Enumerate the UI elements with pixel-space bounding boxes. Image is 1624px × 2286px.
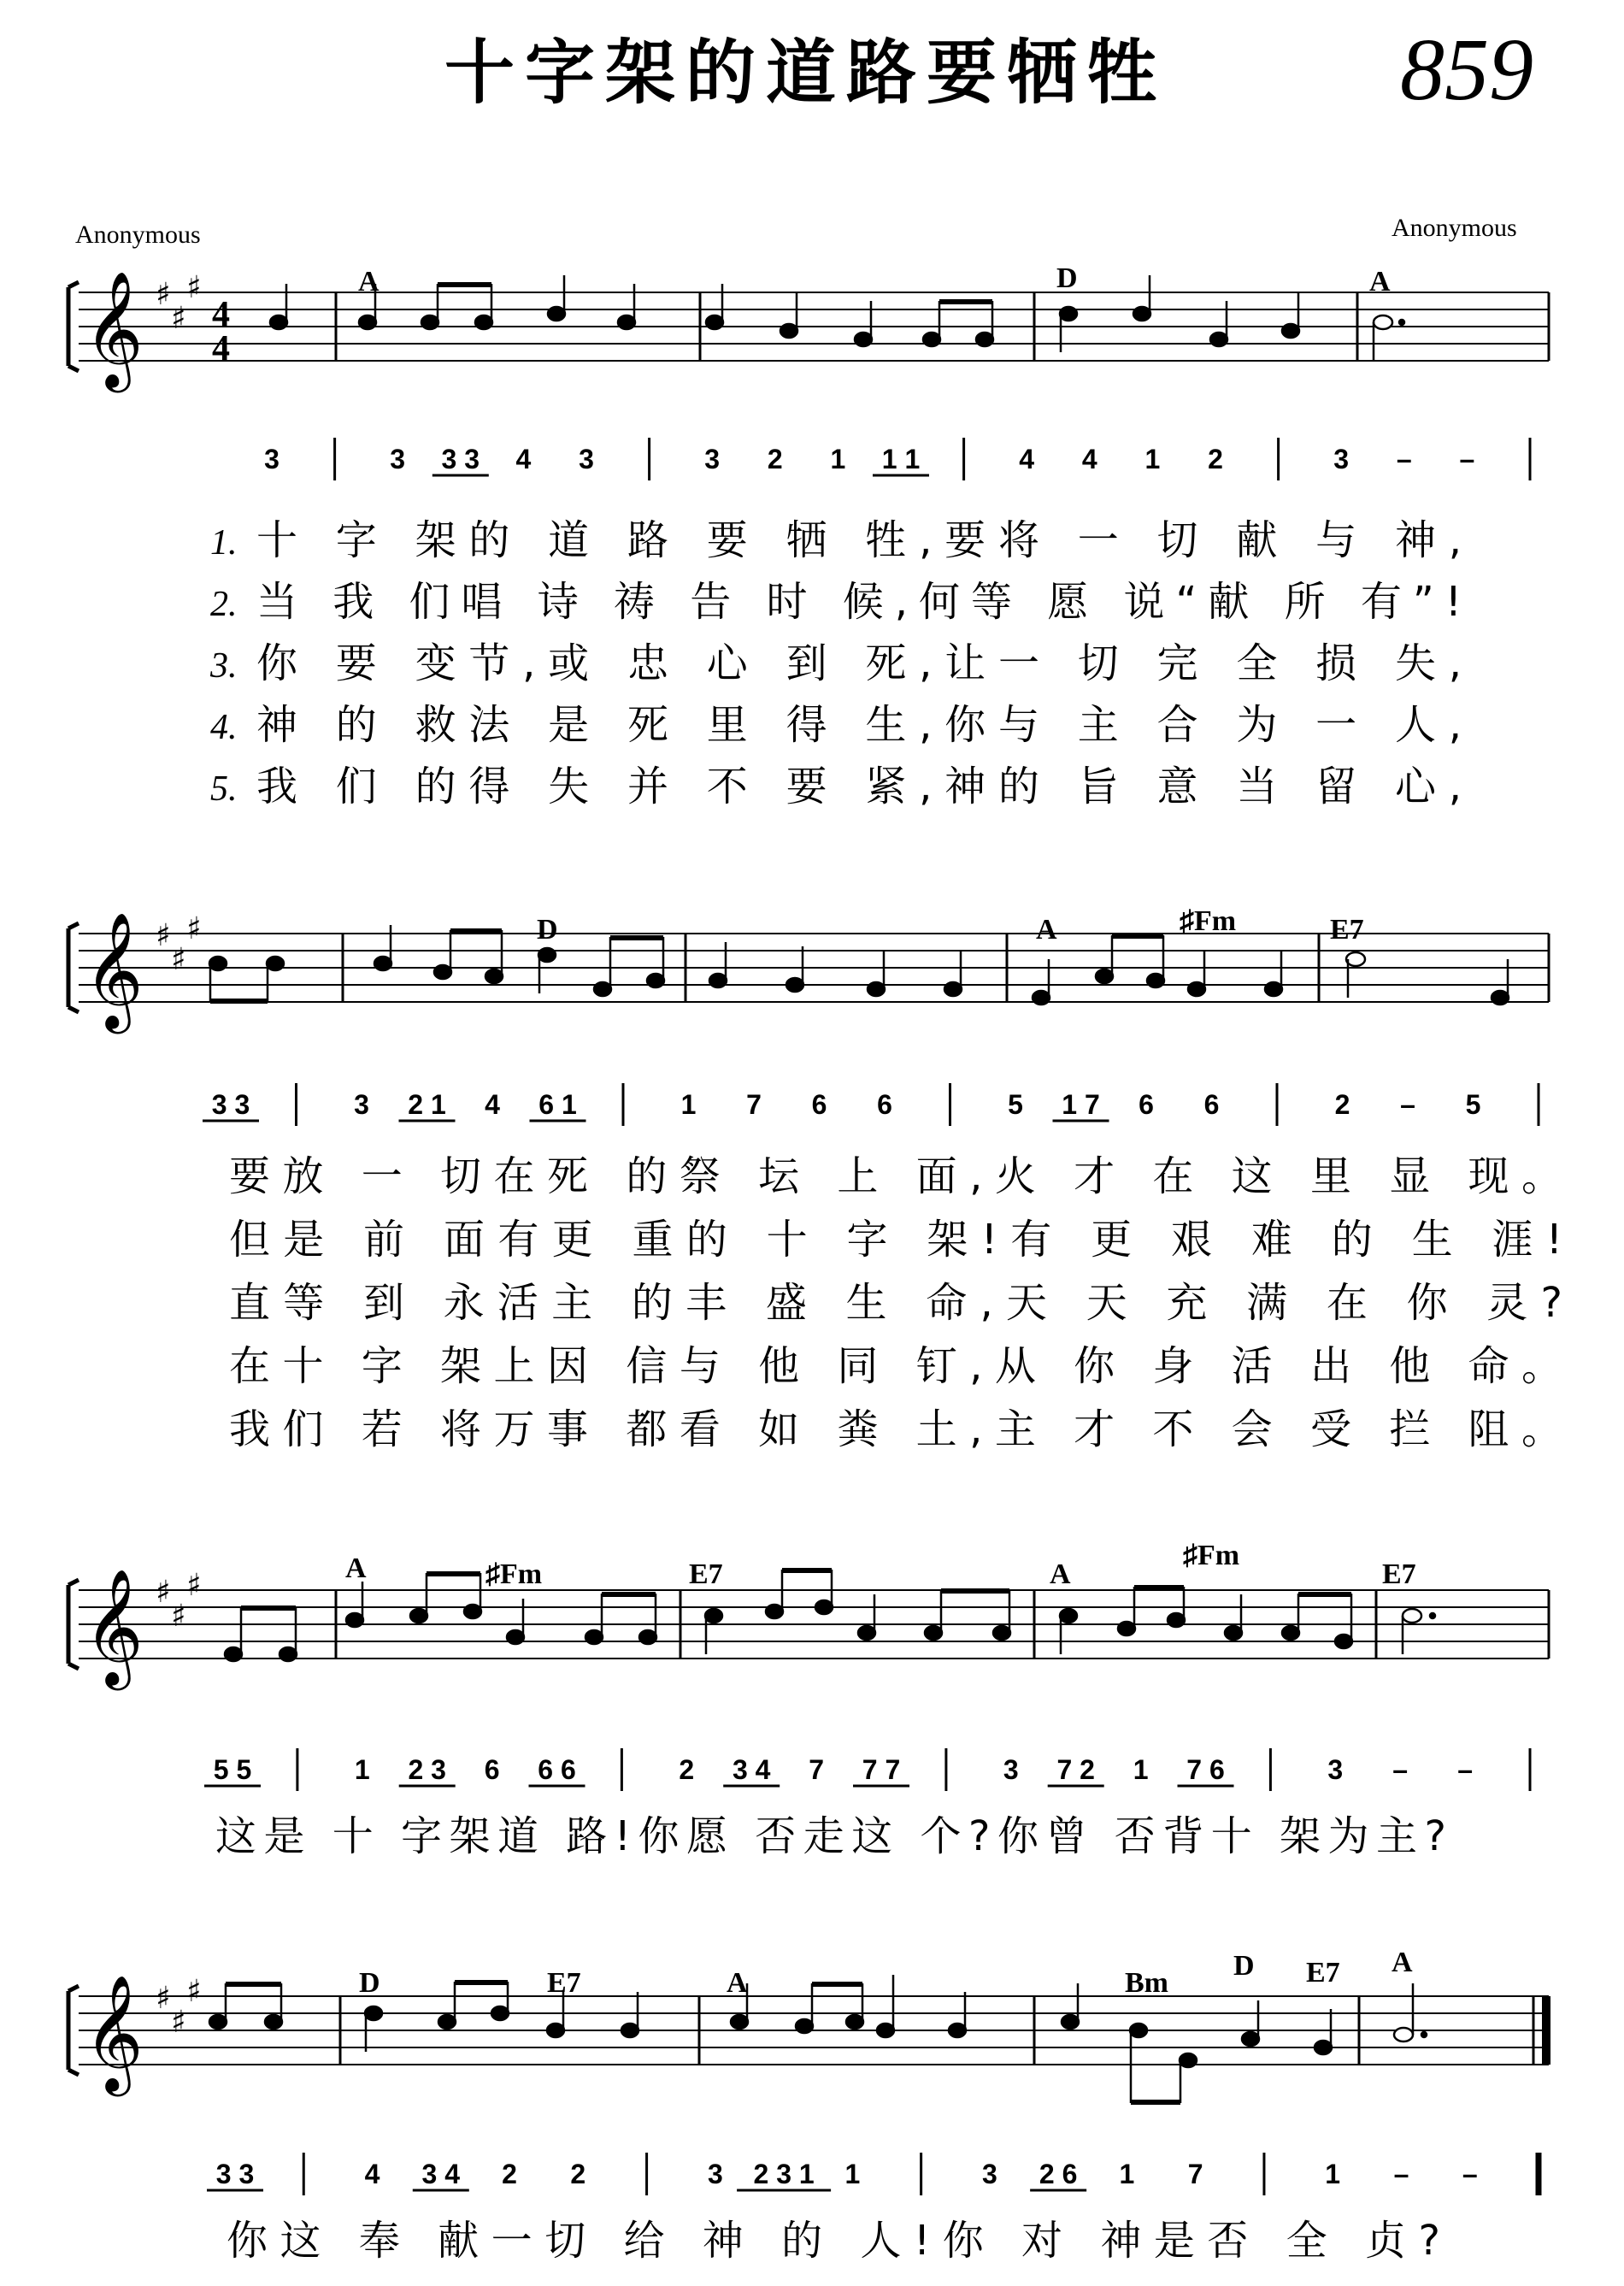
lyric-line: 这是 十 字架道 路!你愿 否走这 个?你曾 否背十 架为主? [215,1812,1447,1860]
chord-label: A [1036,914,1057,946]
lyric-line: 直等 到 永活主 的丰 盛 生 命,天 天 充 满 在 你 灵? [229,1279,1562,1327]
numbered-note: 4 [515,444,532,474]
svg-text:♯: ♯ [156,277,171,312]
numbered-note: 3 3 [441,444,480,474]
numbered-note: 3 [1327,1754,1344,1785]
numbered-note: 2 [679,1754,695,1785]
numbered-note: 6 6 [538,1754,576,1785]
numbered-note: 3 [390,444,406,474]
numbered-notation-4 [207,2153,1539,2195]
numbered-note: 2 [1334,1089,1350,1120]
svg-text:♯: ♯ [186,270,202,305]
chord-symbols [345,1540,1416,1590]
numbered-note: 7 [1187,2159,1203,2189]
treble-clef-icon: 𝄞 [84,1973,144,2091]
numbered-note: 2 [570,2159,586,2189]
system-bracket [68,923,79,1012]
chord-label: D [1233,1950,1255,1982]
numbered-note: 1 [354,1754,370,1785]
svg-text:♯: ♯ [171,1599,186,1634]
lyrics-system-4 [227,2217,1440,2265]
numbered-note: 6 [1139,1089,1154,1120]
lyric-line: 你这 奉 献一切 给 神 的 人!你 对 神是否 全 贞? [227,2217,1440,2265]
numbered-note: 2 6 [1039,2159,1078,2189]
chord-label: E7 [689,1558,723,1590]
numbered-note: 6 [811,1089,827,1120]
lyric-line: 在十 字 架上因 信与 他 同 钉,从 你 身 活 出 他 命。 [229,1342,1563,1390]
lyric-line: 我 们 的得 失 并 不 要 紧,神的 旨 意 当 留 心, [256,763,1462,810]
numbered-note: 6 1 [538,1089,577,1120]
svg-text:♯: ♯ [156,918,171,953]
numbered-note: 3 [1333,444,1350,474]
staff-lines [79,292,1549,361]
staff-system-2 [68,905,1549,1034]
numbered-note: – [1457,1754,1473,1785]
lyricist-credit: Anonymous [75,221,201,249]
staff-lines [79,1590,1549,1659]
chord-label: E7 [1306,1957,1340,1988]
chord-label: A [358,266,380,298]
numbered-note: 1 [1133,1754,1149,1785]
numbered-note: 2 [502,2159,517,2189]
chord-label: D [359,1967,380,1999]
numbered-note: 2 3 [408,1754,446,1785]
svg-text:♯: ♯ [186,1974,202,2009]
numbered-note: 3 3 [215,2159,255,2189]
numbered-note: 1 [1119,2159,1135,2189]
numbered-note: 1 [830,444,846,474]
numbered-note: 4 [485,1089,500,1120]
chord-label: D [537,914,558,946]
svg-text:4: 4 [212,295,230,334]
lyric-line: 神 的 救法 是 死 里 得 生,你与 主 合 为 一 人, [256,701,1462,749]
lyrics-system-1 [209,516,1462,810]
svg-text:♯: ♯ [156,1981,171,2016]
notes [225,1570,1435,1661]
numbered-note: 7 6 [1186,1754,1225,1785]
numbered-note: 3 [1003,1754,1019,1785]
chord-label: A [1369,266,1391,298]
system-bracket [68,1986,79,2075]
svg-text:♯: ♯ [186,1568,202,1603]
numbered-note: 2 1 [408,1089,446,1120]
numbered-note: – [1393,2159,1409,2189]
staff-system-3 [68,1540,1549,1690]
system-bracket [68,282,79,371]
numbered-note: 3 4 [421,2159,461,2189]
lyric-line: 十 字 架的 道 路 要 牺 牲,要将 一 切 献 与 神, [256,516,1462,564]
numbered-note: 6 [1203,1089,1220,1120]
numbered-note: 3 3 [211,1089,250,1120]
chord-label: A [727,1967,748,1999]
staff-lines [79,1996,1549,2065]
numbered-note: 3 [707,2159,723,2189]
chord-label: E7 [1382,1558,1416,1590]
notes [209,925,1509,1005]
numbered-note: 7 2 [1056,1754,1095,1785]
numbered-note: – [1459,444,1475,474]
numbered-note: – [1396,444,1412,474]
numbered-note: 1 7 [1062,1089,1100,1120]
verse-number: 3. [210,646,238,686]
numbered-note: 2 [1208,444,1223,474]
numbered-note: – [1392,1754,1409,1785]
numbered-note: 1 1 [881,444,921,474]
numbered-note: 6 [877,1089,892,1120]
svg-text:♯: ♯ [171,301,186,336]
notes [270,275,1404,361]
numbered-note: 3 4 [732,1754,771,1785]
chord-label: E7 [547,1967,581,1999]
chord-label: D [1056,262,1078,294]
numbered-note: 5 [1465,1089,1481,1120]
notes [209,1975,1427,2103]
hymn-title: 十字架的道路要牺牲 [444,32,1168,114]
numbered-notation-1 [264,438,1530,480]
verse-number: 4. [210,708,238,747]
numbered-notation-3 [204,1748,1530,1791]
composer-credit: Anonymous [1392,214,1517,242]
chord-label: ♯Fm [1183,1540,1240,1571]
numbered-note: 1 [844,2159,861,2189]
lyrics-system-2 [229,1152,1562,1453]
numbered-note: 4 [364,2159,380,2189]
staff-system-4 [68,1947,1550,2103]
chord-label: A [1050,1558,1071,1590]
numbered-note: – [1462,2159,1478,2189]
numbered-note: 5 [1008,1089,1023,1120]
numbered-note: 6 [484,1754,500,1785]
chord-label: ♯Fm [485,1558,543,1590]
lyric-line: 当 我 们唱 诗 祷 告 时 候,何等 愿 说“献 所 有”! [256,578,1462,626]
numbered-note: 7 7 [862,1754,901,1785]
staff-lines [79,934,1549,1002]
chord-symbols [359,1947,1413,1999]
lyric-line: 但是 前 面有更 重的 十 字 架!有 更 艰 难 的 生 涯! [229,1216,1562,1264]
svg-text:♯: ♯ [171,2005,186,2040]
treble-clef-icon: 𝄞 [84,269,144,387]
treble-clef-icon: 𝄞 [84,1567,144,1685]
numbered-note: 7 [746,1089,762,1120]
numbered-note: 3 [579,444,594,474]
numbered-note: 3 [704,444,721,474]
chord-label: A [1392,1947,1413,1978]
numbered-note: 1 [1325,2159,1341,2189]
numbered-note: 4 [1019,444,1035,474]
chord-label: E7 [1330,914,1364,946]
numbered-note: 4 [1081,444,1097,474]
chord-label: Bm [1125,1967,1168,1999]
numbered-note: 3 [981,2159,997,2189]
chord-label: A [345,1552,367,1584]
staff-system-1 [68,262,1549,392]
svg-text:♯: ♯ [156,1575,171,1610]
lyric-line: 要放 一 切在死 的祭 坛 上 面,火 才 在 这 里 显 现。 [229,1152,1563,1200]
numbered-note: 1 [1144,444,1161,474]
numbered-note: 2 3 1 [753,2159,815,2189]
numbered-notation-2 [203,1083,1539,1126]
numbered-note: 3 [354,1089,369,1120]
numbered-note: 3 [264,444,279,474]
time-signature [212,295,230,368]
verse-number: 2. [210,585,238,624]
svg-text:♯: ♯ [186,911,202,946]
lyric-line: 你 要 变节,或 忠 心 到 死,让一 切 完 全 损 失, [256,639,1462,687]
numbered-note: 2 [767,444,783,474]
lyric-line: 我们 若 将万事 都看 如 粪 土,主 才 不 会 受 拦 阻。 [229,1405,1563,1453]
numbered-note: 1 [680,1089,697,1120]
chord-label: ♯Fm [1180,905,1237,937]
verse-number: 1. [210,523,238,563]
numbered-note: – [1400,1089,1415,1120]
hymn-number: 859 [1400,21,1533,119]
verse-number: 5. [210,769,238,809]
treble-clef-icon: 𝄞 [84,910,144,1028]
numbered-note: 7 [809,1754,824,1785]
system-bracket [68,1580,79,1669]
svg-text:4: 4 [212,329,230,368]
numbered-note: 5 5 [213,1754,252,1785]
svg-text:♯: ♯ [171,942,186,977]
lyrics-system-3 [215,1812,1446,1860]
